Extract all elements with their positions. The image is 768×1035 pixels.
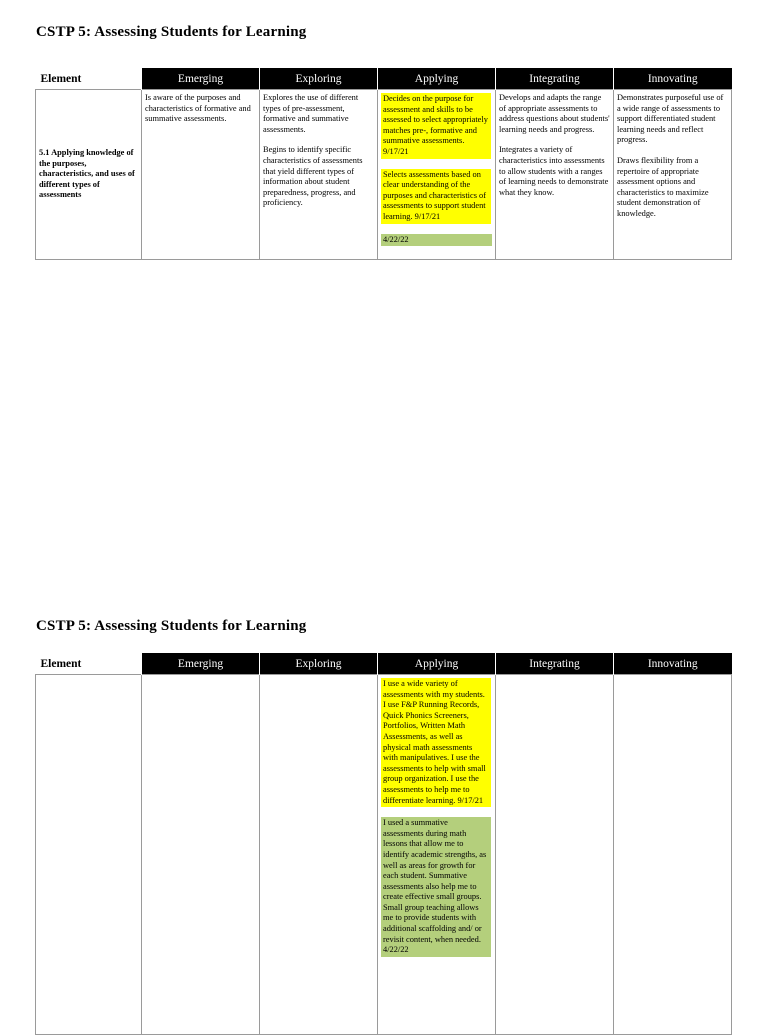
header-integrating: Integrating (496, 68, 614, 90)
applying-cell (378, 675, 496, 1035)
applying-reflection-green: I used a summative assessments during math lessons that allow me to identify academic strengths, as well as areas for growth for each student. Summative assessments also help me to create effective small groups. Small group teaching allows me to provide students with additional scaffolding and/ or revisit content, when needed. 4/22/22 (381, 817, 491, 957)
page-title: CSTP 5: Assessing Students for Learning (36, 618, 307, 634)
header-emerging: Emerging (142, 68, 260, 90)
integrating-cell (496, 675, 614, 1035)
header-exploring: Exploring (260, 653, 378, 675)
header-applying: Applying (378, 68, 496, 90)
integrating-text-1: Develops and adapts the range of appropriate assessments to address questions about students' learning needs and progress. (499, 93, 610, 134)
table-row (36, 675, 732, 1035)
applying-highlight-2: Selects assessments based on clear understanding of the purposes and characteristics of assessments to support student learning. 9/17/21 (381, 169, 491, 224)
exploring-text-2: Begins to identify specific characteristics of assessments that yield different types of information about student preparedness, progress, and proficiency. (263, 145, 363, 208)
emerging-text: Is aware of the purposes and characteristics of formative and summative assessments. (145, 93, 251, 124)
table-row (36, 90, 732, 260)
header-element: Element (36, 653, 142, 675)
element-label: 5.1 Applying knowledge of the purposes, characteristics, and uses of different types of assessments (36, 90, 142, 260)
header-exploring: Exploring (260, 68, 378, 90)
element-cell (36, 675, 142, 1035)
header-integrating: Integrating (496, 653, 614, 675)
integrating-text-2: Integrates a variety of characteristics into assessments to allow students with a ranges of learning needs to demonstrate what they know. (499, 145, 609, 197)
rubric-table (35, 68, 732, 260)
applying-reflection-yellow: I use a wide variety of assessments with my students. I use F&P Running Records, Quick Phonics Screeners, Portfolios, Written Math Assessments, as well as physical math assessments with manipulatives. I use the assessments to help with small group organization. I use the assessments to help me to differentiate learning. 9/17/21 (381, 678, 491, 807)
innovating-text-2: Draws flexibility from a repertoire of appropriate assessment options and characteristics to maximize student demonstration of knowledge. (617, 155, 709, 218)
exploring-text-1: Explores the use of different types of pre-assessment, formative and summative assessments. (263, 93, 359, 134)
exploring-cell (260, 90, 378, 260)
header-applying: Applying (378, 653, 496, 675)
exploring-cell (260, 675, 378, 1035)
innovating-cell (614, 675, 732, 1035)
header-innovating: Innovating (614, 68, 732, 90)
header-row (36, 68, 732, 90)
page-title: CSTP 5: Assessing Students for Learning (36, 24, 307, 40)
integrating-cell (496, 90, 614, 260)
header-row (36, 653, 732, 675)
header-element: Element (36, 68, 142, 90)
applying-date-highlight: 4/22/22 (381, 234, 492, 247)
innovating-cell (614, 90, 732, 260)
applying-highlight-1: Decides on the purpose for assessment and skills to be assessed to select appropriately matches pre-, formative and summative assessments. 9/17/21 (381, 93, 491, 159)
applying-cell (378, 90, 496, 260)
header-emerging: Emerging (142, 653, 260, 675)
emerging-cell (142, 90, 260, 260)
innovating-text-1: Demonstrates purposeful use of a wide range of assessments to support differentiated student learning needs and reflect progress. (617, 93, 724, 145)
rubric-table (35, 653, 732, 1035)
header-innovating: Innovating (614, 653, 732, 675)
emerging-cell (142, 675, 260, 1035)
